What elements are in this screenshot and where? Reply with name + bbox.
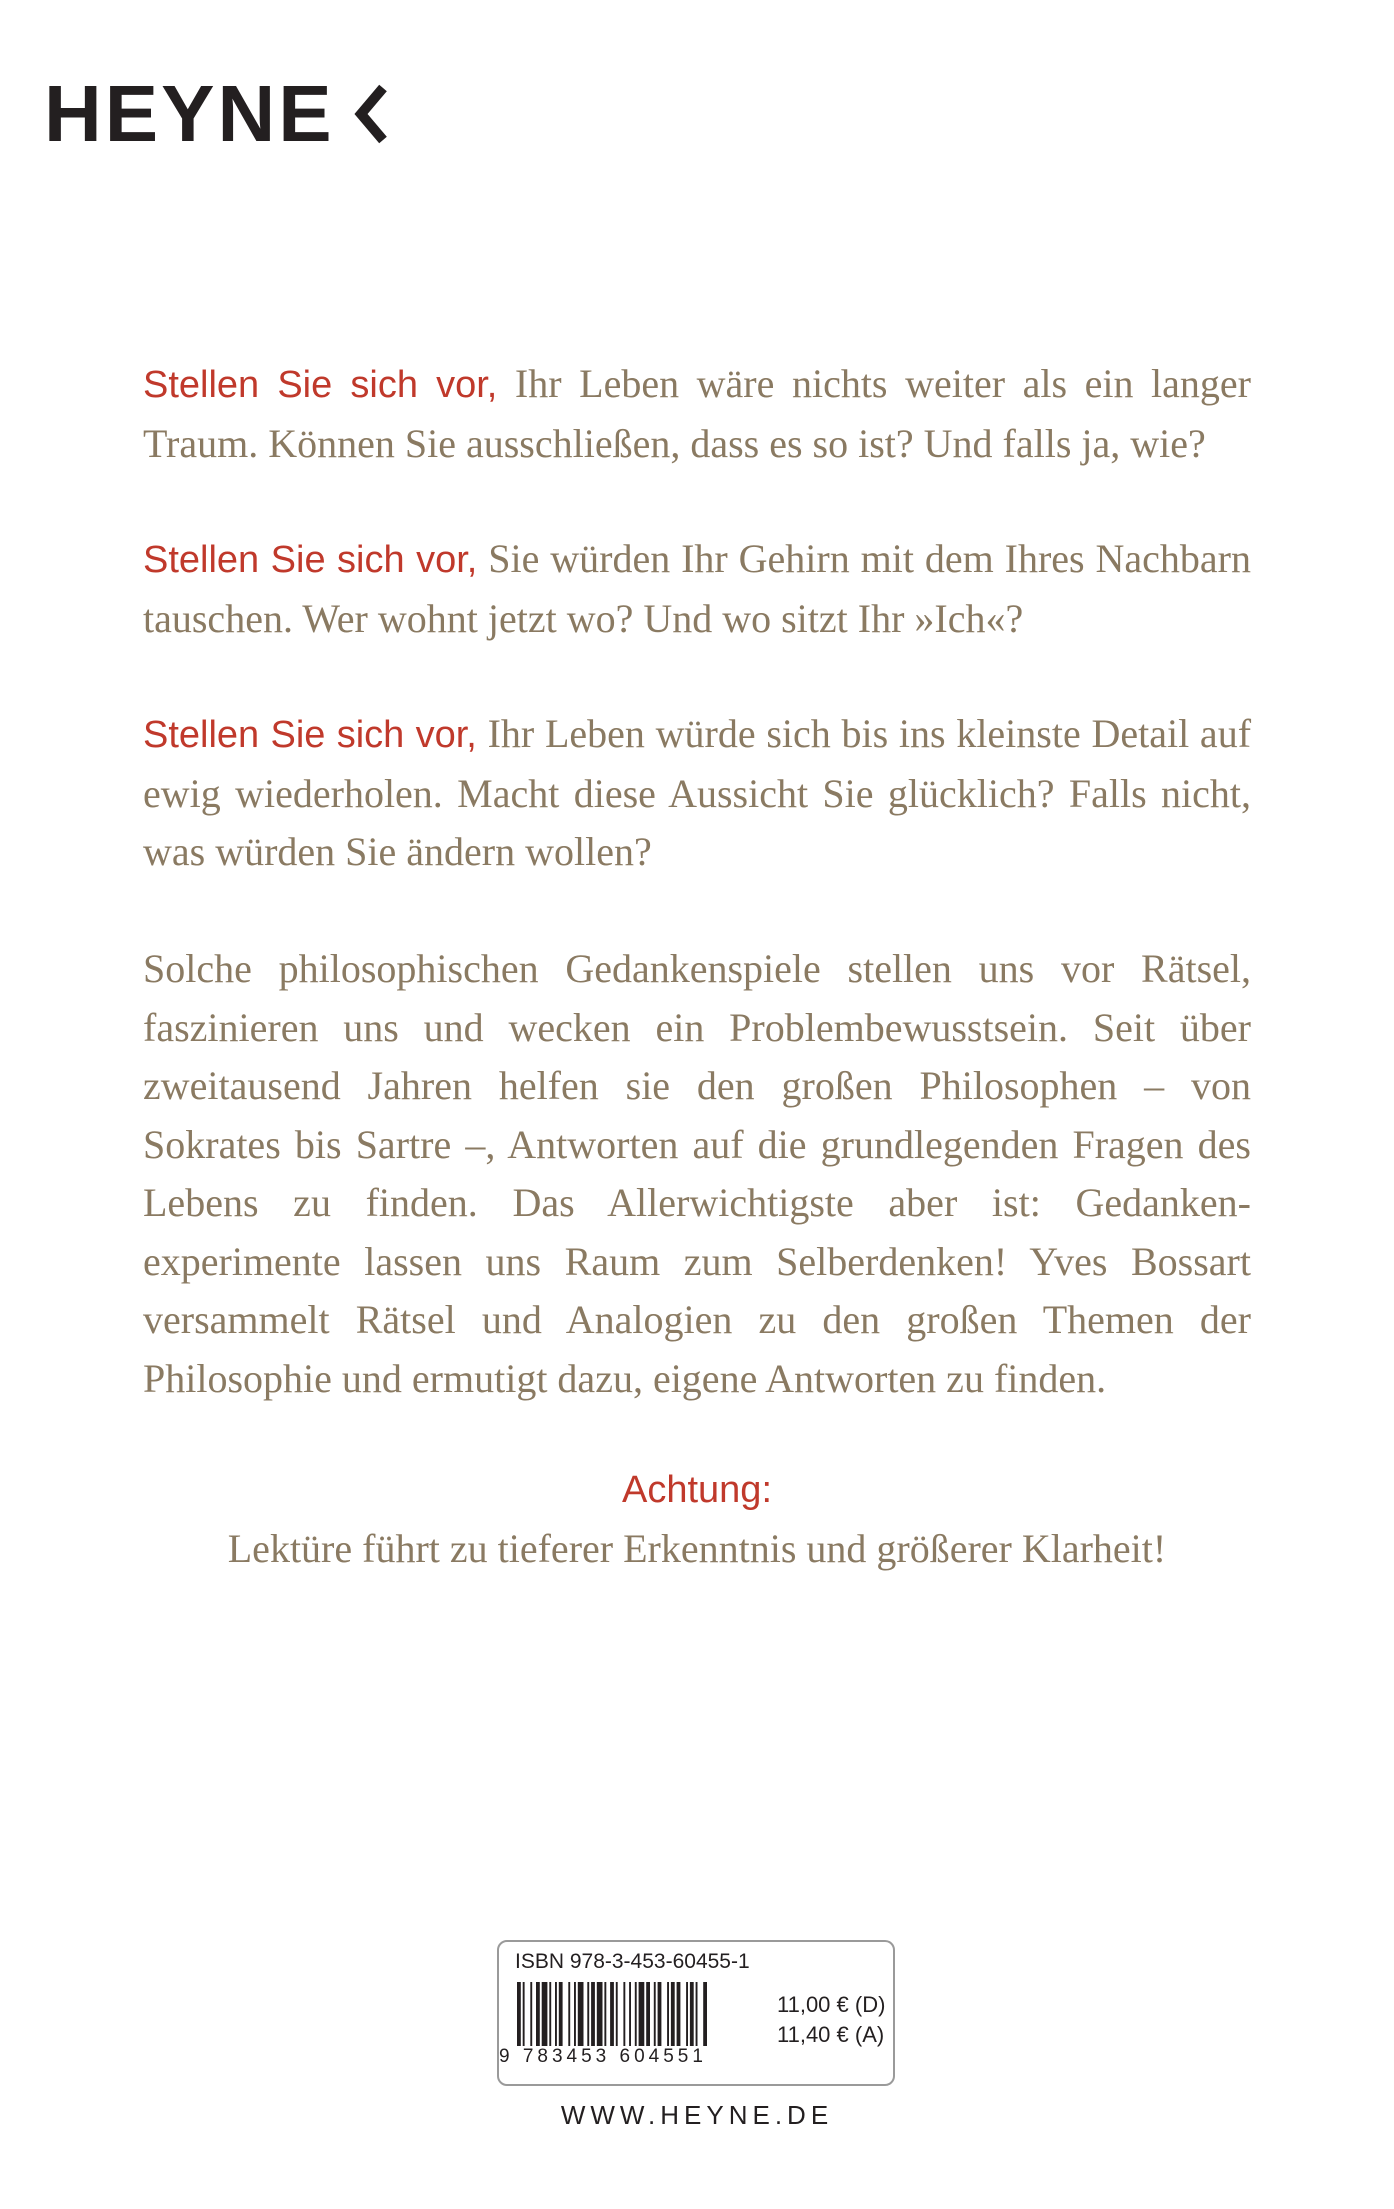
teaser-lead: Stellen Sie sich vor, — [143, 364, 498, 406]
barcode-bar — [574, 1982, 576, 2046]
barcode-bar — [623, 1982, 625, 2046]
barcode-bar — [549, 1982, 551, 2046]
teaser-paragraph-1 — [143, 355, 1251, 473]
teaser-text: Ihr Leben wäre nichts weiter als ein langer Traum. Können Sie ausschließen, dass es so ist? Und falls ja, wie? — [143, 361, 1251, 466]
barcode-bar — [530, 1982, 532, 2046]
teaser-lead: Stellen Sie sich vor, — [143, 714, 477, 756]
barcode-bar — [597, 1982, 603, 2046]
notice-text: Lektüre führt zu tieferer Erkenntnis und größerer Klarheit! — [227, 1526, 1167, 1571]
barcode-bar — [658, 1982, 662, 2046]
barcode-bar — [542, 1982, 548, 2046]
teaser-paragraph-3 — [143, 705, 1251, 882]
barcode-bar — [667, 1982, 669, 2046]
barcode-bar — [587, 1982, 589, 2046]
teaser-lead: Stellen Sie sich vor, — [143, 539, 478, 581]
barcode-bar — [696, 1982, 698, 2046]
barcode-bar — [616, 1982, 618, 2046]
barcode-icon — [513, 1982, 763, 2046]
barcode-label — [497, 1940, 895, 2086]
teaser-paragraph-2 — [143, 530, 1251, 648]
barcode-bar — [568, 1982, 570, 2046]
barcode-digits: 9 783453 604551 — [499, 2046, 707, 2067]
barcode-bar — [690, 1982, 694, 2046]
barcode-bar — [559, 1982, 563, 2046]
teaser-text: Ihr Leben würde sich bis ins kleinste Detail auf ewig wiederholen. Macht diese Aussicht Sie glücklich? Falls nicht, was würden Sie ändern wollen? — [143, 711, 1252, 874]
publisher-name: HEYNE — [44, 69, 335, 158]
barcode-bar — [555, 1982, 557, 2046]
publisher-logo — [44, 69, 389, 158]
barcode-bar — [629, 1982, 631, 2046]
barcode-bar — [703, 1982, 707, 2046]
barcode-bar — [591, 1982, 595, 2046]
barcode-bar — [517, 1982, 521, 2046]
barcode-bar — [639, 1982, 645, 2046]
barcode-bar — [578, 1982, 584, 2046]
barcode-bar — [646, 1982, 650, 2046]
barcode-bar — [523, 1982, 525, 2046]
barcode-bar — [610, 1982, 614, 2046]
barcode-bar — [671, 1982, 675, 2046]
publisher-website: WWW.HEYNE.DE — [560, 2100, 834, 2130]
barcode-bar — [654, 1982, 656, 2046]
price-germany: 11,00 € (D) — [777, 1992, 886, 2017]
barcode-bar — [686, 1982, 688, 2046]
price-austria: 11,40 € (A) — [777, 2022, 885, 2047]
teaser-text: Sie würden Ihr Gehirn mit dem Ihres Nachbarn tauschen. Wer wohnt jetzt wo? Und wo sitzt Ihr »Ich«? — [143, 536, 1251, 641]
blurb-paragraph: Solche philosophischen Gedankenspiele stellen uns vor Rätsel, faszinieren uns und wecken ein Problembewusstsein. Seit über zweitausend Jahren helfen sie den großen Philosophen – von Sokrates bis Sartre –, Antworten auf die grundlegenden Fragen des Lebens zu finden. Das Allerwichtigste aber ist: Gedankenexperimente lassen uns Raum zum Selberdenken! Yves Bossart versammelt Rätsel und Analogien zu den großen Themen der Philosophie und ermutigt dazu, eigene Antworten zu finden. — [143, 946, 1251, 1401]
barcode-bar — [536, 1982, 540, 2046]
barcode-bar — [604, 1982, 606, 2046]
barcode-bar — [677, 1982, 681, 2046]
logo-chevron-icon — [353, 84, 389, 144]
isbn-number: ISBN 978-3-453-60455-1 — [515, 1950, 750, 1973]
notice-heading: Achtung: — [622, 1469, 772, 1511]
barcode-bar — [635, 1982, 637, 2046]
